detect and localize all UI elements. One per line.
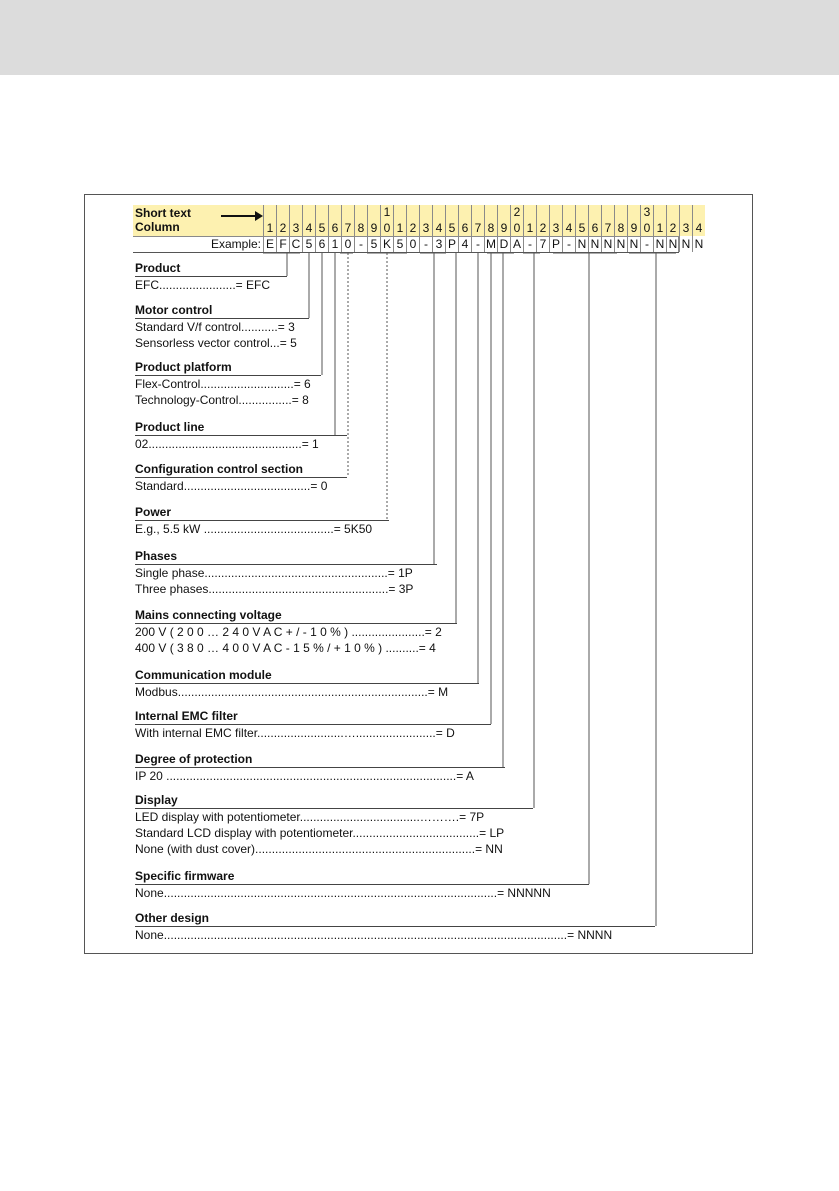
- section-option-line: Standard LCD display with potentiometer......................................= LP: [135, 826, 505, 840]
- example-code-char: M: [486, 237, 496, 251]
- column-unit-digit: 6: [591, 221, 599, 235]
- section-option-line: 400 V ( 3 8 0 … 4 0 0 V A C - 1 5 % / + 1 0 % ) ..........= 4: [135, 641, 436, 655]
- example-code-char: D: [497, 236, 510, 252]
- section-option-line: 200 V ( 2 0 0 … 2 4 0 V A C + / - 1 0 % ) ......................= 2: [135, 625, 442, 639]
- column-unit-digit: 4: [565, 221, 573, 235]
- example-code-char: N: [601, 236, 614, 252]
- example-code-char: N: [614, 236, 627, 252]
- example-code-char: 5: [302, 236, 315, 252]
- section-option-line: EFC.......................= EFC: [135, 278, 271, 292]
- section-option-line: Single phase.......................................................= 1P: [135, 566, 413, 580]
- section-title: Display: [135, 793, 533, 809]
- section-option-line: None (with dust cover)..................................................................= NN: [135, 842, 503, 856]
- column-unit-digit: 8: [617, 221, 625, 235]
- column-unit-digit: 3: [292, 221, 300, 235]
- example-code-char: N: [575, 236, 588, 252]
- example-code-char: 0: [406, 236, 419, 252]
- example-code-char: 6: [315, 236, 328, 252]
- column-unit-digit: 9: [500, 221, 508, 235]
- section-option-line: E.g., 5.5 kW .......................................= 5K50: [135, 522, 373, 536]
- example-code-char: A: [510, 236, 523, 252]
- example-code-char: N: [666, 236, 679, 252]
- example-code-char: 0: [341, 236, 354, 252]
- example-code-char: 4: [458, 236, 471, 252]
- column-tens-digit: 3: [643, 205, 651, 219]
- example-code-char: N: [588, 236, 601, 252]
- example-code-char: P: [549, 236, 562, 252]
- section-title: Product: [135, 261, 287, 277]
- section-title: Phases: [135, 549, 437, 565]
- column-unit-digit: 1: [656, 221, 664, 235]
- example-code-char: 3: [432, 236, 445, 252]
- example-code-char: 5: [367, 236, 380, 252]
- section-title: Mains connecting voltage: [135, 608, 457, 624]
- section-title: Specific firmware: [135, 869, 589, 885]
- example-code-char: -: [640, 236, 653, 252]
- column-unit-digit: 4: [435, 221, 443, 235]
- column-unit-digit: 0: [643, 221, 651, 235]
- example-code-char: N: [653, 236, 666, 252]
- example-code-char: 5: [393, 236, 406, 252]
- example-code-char: C: [289, 236, 302, 252]
- column-unit-digit: 8: [487, 221, 495, 235]
- column-unit-digit: 3: [552, 221, 560, 235]
- section-option-line: None....................................................................................................= NNNNN: [135, 886, 551, 900]
- column-unit-digit: 1: [396, 221, 404, 235]
- example-code-char: -: [419, 236, 432, 252]
- column-unit-digit: 8: [357, 221, 365, 235]
- section-title: Motor control: [135, 303, 309, 319]
- column-unit-digit: 2: [409, 221, 417, 235]
- column-unit-digit: 4: [305, 221, 313, 235]
- example-code-char: N: [692, 236, 705, 252]
- example-code-char: F: [276, 236, 289, 252]
- column-unit-digit: 7: [604, 221, 612, 235]
- section-title: Configuration control section: [135, 462, 347, 478]
- column-unit-digit: 6: [331, 221, 339, 235]
- section-title: Internal EMC filter: [135, 709, 491, 725]
- section-title: Power: [135, 505, 389, 521]
- column-unit-digit: 9: [630, 221, 638, 235]
- section-title: Degree of protection: [135, 752, 505, 768]
- section-option-line: With internal EMC filter..........................…........................= D: [135, 726, 455, 740]
- column-unit-digit: 2: [279, 221, 287, 235]
- column-unit-digit: 4: [695, 221, 703, 235]
- section-option-line: Standard......................................= 0: [135, 479, 328, 493]
- example-code-char: -: [562, 236, 575, 252]
- example-code-char: 1: [328, 236, 341, 252]
- section-title: Product line: [135, 420, 347, 436]
- section-title: Product platform: [135, 360, 321, 376]
- example-code-char: P: [445, 236, 458, 252]
- example-code-char: -: [471, 236, 484, 252]
- column-unit-digit: 3: [422, 221, 430, 235]
- column-tens-digit: 1: [383, 205, 391, 219]
- column-unit-digit: 2: [539, 221, 547, 235]
- column-unit-digit: 0: [383, 221, 391, 235]
- column-unit-digit: 1: [526, 221, 534, 235]
- section-option-line: None.........................................................................................................................= NNNN: [135, 928, 613, 942]
- section-option-line: 02..............................................= 1: [135, 437, 319, 451]
- section-option-line: Standard V/f control...........= 3: [135, 320, 295, 334]
- example-code-char: K: [380, 236, 393, 252]
- column-unit-digit: 3: [682, 221, 690, 235]
- section-title: Communication module: [135, 668, 479, 684]
- section-option-line: Sensorless vector control...= 5: [135, 336, 297, 350]
- column-unit-digit: 7: [344, 221, 352, 235]
- column-unit-digit: 5: [318, 221, 326, 235]
- column-unit-digit: 0: [513, 221, 521, 235]
- column-unit-digit: 1: [266, 221, 274, 235]
- column-tens-digit: 2: [513, 205, 521, 219]
- column-label: Column: [135, 220, 180, 234]
- section-option-line: LED display with potentiometer....................................……….= 7P: [135, 810, 485, 824]
- section-option-line: Technology-Control................= 8: [135, 393, 309, 407]
- column-unit-digit: 9: [370, 221, 378, 235]
- example-label: Example:: [210, 237, 261, 251]
- section-title: Other design: [135, 911, 655, 927]
- column-unit-digit: 5: [448, 221, 456, 235]
- example-code-char: N: [627, 236, 640, 252]
- example-code-char: E: [263, 236, 276, 252]
- example-code-char: 7: [536, 236, 549, 252]
- example-code-char: -: [523, 236, 536, 252]
- column-unit-digit: 7: [474, 221, 482, 235]
- section-option-line: Modbus...........................................................................= M: [135, 685, 449, 699]
- section-option-line: Flex-Control............................= 6: [135, 377, 311, 391]
- column-unit-digit: 5: [578, 221, 586, 235]
- column-unit-digit: 2: [669, 221, 677, 235]
- section-option-line: Three phases......................................................= 3P: [135, 582, 414, 596]
- section-option-line: IP 20 .......................................................................................= A: [135, 769, 474, 783]
- short-text-label: Short text: [135, 206, 192, 220]
- column-unit-digit: 6: [461, 221, 469, 235]
- example-code-char: -: [354, 236, 367, 252]
- example-code-char: N: [679, 236, 692, 252]
